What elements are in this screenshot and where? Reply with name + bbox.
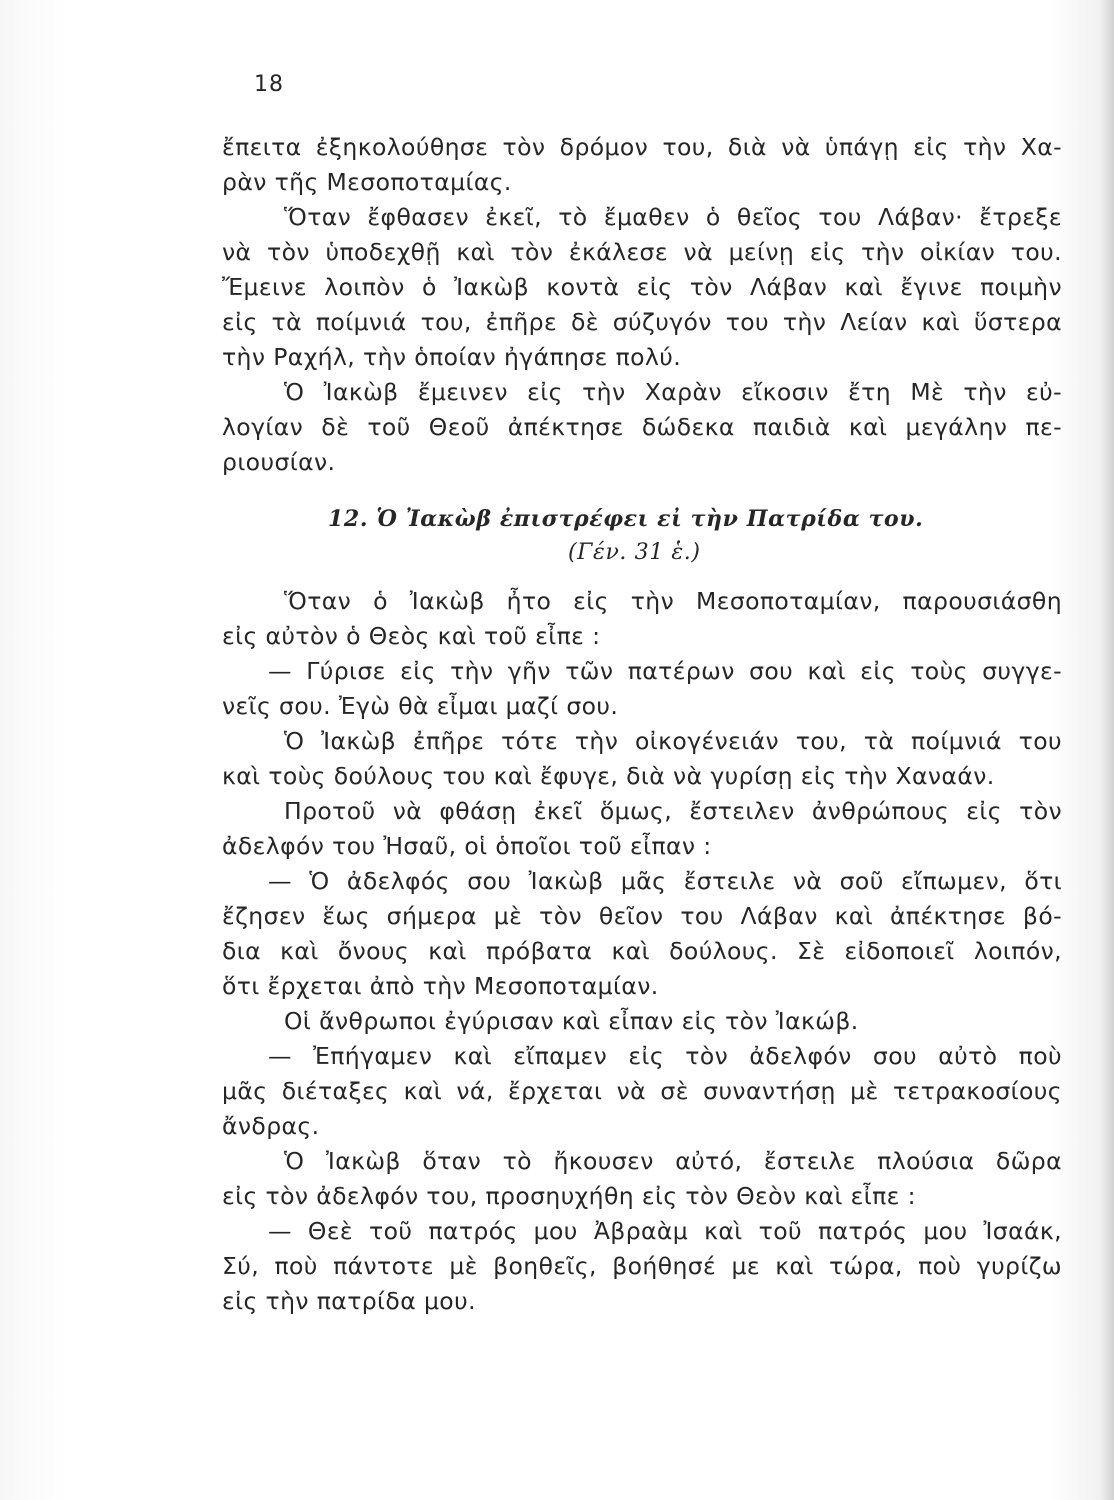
paragraph <box>222 1039 1062 1144</box>
text-line: καὶ τοὺς δούλους του καὶ ἔφυγε, διὰ νὰ γυρίσῃ εἰς τὴν Χαναάν. <box>222 762 995 790</box>
text-line: εἰς τὴν πατρίδα μου. <box>222 1287 476 1315</box>
page-number: 18 <box>254 72 284 97</box>
text-line: — Γύρισε εἰς τὴν γῆν τῶν πατέρων σου καὶ εἰς τοὺς συγγε- <box>268 657 1062 685</box>
body-text <box>222 130 1062 1319</box>
text-line: νεῖς σου. Ἐγὼ θὰ εἶμαι μαζί σου. <box>222 692 619 720</box>
text-line: ριουσίαν. <box>222 448 336 476</box>
text-line: Ὁ Ἰακὼβ ὅταν τὸ ἤκουσεν αὐτό, ἔστειλε πλούσια δῶρα <box>284 1147 1062 1175</box>
section-reference: (Γέν. 31 ἑ.) <box>568 540 701 565</box>
paragraph <box>222 130 1062 200</box>
paragraph <box>222 654 1062 724</box>
text-line: νὰ τὸν ὑποδεχθῇ καὶ τὸν ἐκάλεσε νὰ μείνῃ εἰς τὴν οἰκίαν του. <box>222 238 1062 266</box>
paragraph <box>222 584 1062 654</box>
text-line: — Θεὲ τοῦ πατρός μου Ἀβραὰμ καὶ τοῦ πατρός μου Ἰσαάκ, <box>268 1217 1062 1245</box>
text-line: ἄνδρας. <box>222 1112 320 1140</box>
paragraph <box>222 1004 1062 1039</box>
text-line: ὅτι ἔρχεται ἀπὸ τὴν Μεσοποταμίαν. <box>222 972 659 1000</box>
text-line: δια καὶ ὄνους καὶ πρόβατα καὶ δούλους. Σὲ εἰδοποιεῖ λοιπόν, <box>222 937 1062 965</box>
text-line: μᾶς διέταξες καὶ νά, ἔρχεται νὰ σὲ συναντήσῃ μὲ τετρακοσίους <box>222 1077 1062 1105</box>
text-line: εἰς τὰ ποίμνιά του, ἐπῆρε δὲ σύζυγόν του τὴν Λείαν καὶ ὕστερα <box>222 308 1062 336</box>
paragraph <box>222 724 1062 794</box>
text-line: τὴν Ραχήλ, τὴν ὁποίαν ἠγάπησε πολύ. <box>222 343 682 371</box>
paragraph <box>222 1144 1062 1214</box>
text-line: ἔπειτα ἐξηκολούθησε τὸν δρόμον του, διὰ νὰ ὑπάγῃ εἰς τὴν Χα- <box>222 133 1062 161</box>
text-line: Προτοῦ νὰ φθάσῃ ἐκεῖ ὅμως, ἔστειλεν ἀνθρώπους εἰς τὸν <box>284 797 1062 825</box>
paragraphs-after-heading <box>222 584 1062 1319</box>
text-line: εἰς αὐτὸν ὁ Θεὸς καὶ τοῦ εἶπε : <box>222 622 601 650</box>
text-line: Ὁ Ἰακὼβ ἐπῆρε τότε τὴν οἰκογένειάν του, τὰ ποίμνιά του <box>284 727 1062 755</box>
text-line: Ὅταν ὁ Ἰακὼβ ἦτο εἰς τὴν Μεσοποταμίαν, παρουσιάσθη <box>284 587 1062 615</box>
text-line: Ὅταν ἔφθασεν ἐκεῖ, τὸ ἔμαθεν ὁ θεῖος του Λάβαν· ἔτρεξε <box>284 203 1062 231</box>
text-line: Ἔμεινε λοιπὸν ὁ Ἰακὼβ κοντὰ εἰς τὸν Λάβαν καὶ ἔγινε ποιμὴν <box>222 273 1062 301</box>
text-line: — Ὁ ἀδελφός σου Ἰακὼβ μᾶς ἔστειλε νὰ σοῦ εἴπωμεν, ὅτι <box>268 867 1062 895</box>
text-line: εἰς τὸν ἀδελφόν του, προσηυχήθη εἰς τὸν Θεὸν καὶ εἶπε : <box>222 1182 916 1210</box>
text-line: λογίαν δὲ τοῦ Θεοῦ ἀπέκτησε δώδεκα παιδιὰ καὶ μεγάλην πε- <box>222 413 1062 441</box>
text-line: Ὁ Ἰακὼβ ἔμεινεν εἰς τὴν Χαρὰν εἴκοσιν ἔτη Μὲ τὴν εὐ- <box>284 378 1062 406</box>
text-line: ἀδελφόν του Ἠσαῦ, οἱ ὁποῖοι τοῦ εἶπαν : <box>222 832 712 860</box>
paragraphs-before-heading <box>222 130 1062 480</box>
section-heading: 12. Ὁ Ἰακὼβ ἐπιστρέφει εἰ τὴν Πατρίδα του. <box>328 506 924 532</box>
paragraph <box>222 200 1062 375</box>
text-line: — Ἐπήγαμεν καὶ εἴπαμεν εἰς τὸν ἀδελφόν σου αὐτὸ ποὺ <box>268 1042 1062 1070</box>
paragraph <box>222 864 1062 1004</box>
text-line: Οἱ ἄνθρωποι ἐγύρισαν καὶ εἶπαν εἰς τὸν Ἰακώβ. <box>284 1007 859 1035</box>
paragraph <box>222 794 1062 864</box>
paragraph <box>222 1214 1062 1319</box>
paragraph <box>222 375 1062 480</box>
text-line: Σύ, ποὺ πάντοτε μὲ βοηθεῖς, βοήθησέ με καὶ τώρα, ποὺ γυρίζω <box>222 1252 1062 1280</box>
page-edge-shadow <box>1100 0 1114 1500</box>
text-line: ρὰν τῆς Μεσοποταμίας. <box>222 168 512 196</box>
text-line: ἔζησεν ἕως σήμερα μὲ τὸν θεῖον του Λάβαν καὶ ἀπέκτησε βό- <box>222 902 1062 930</box>
